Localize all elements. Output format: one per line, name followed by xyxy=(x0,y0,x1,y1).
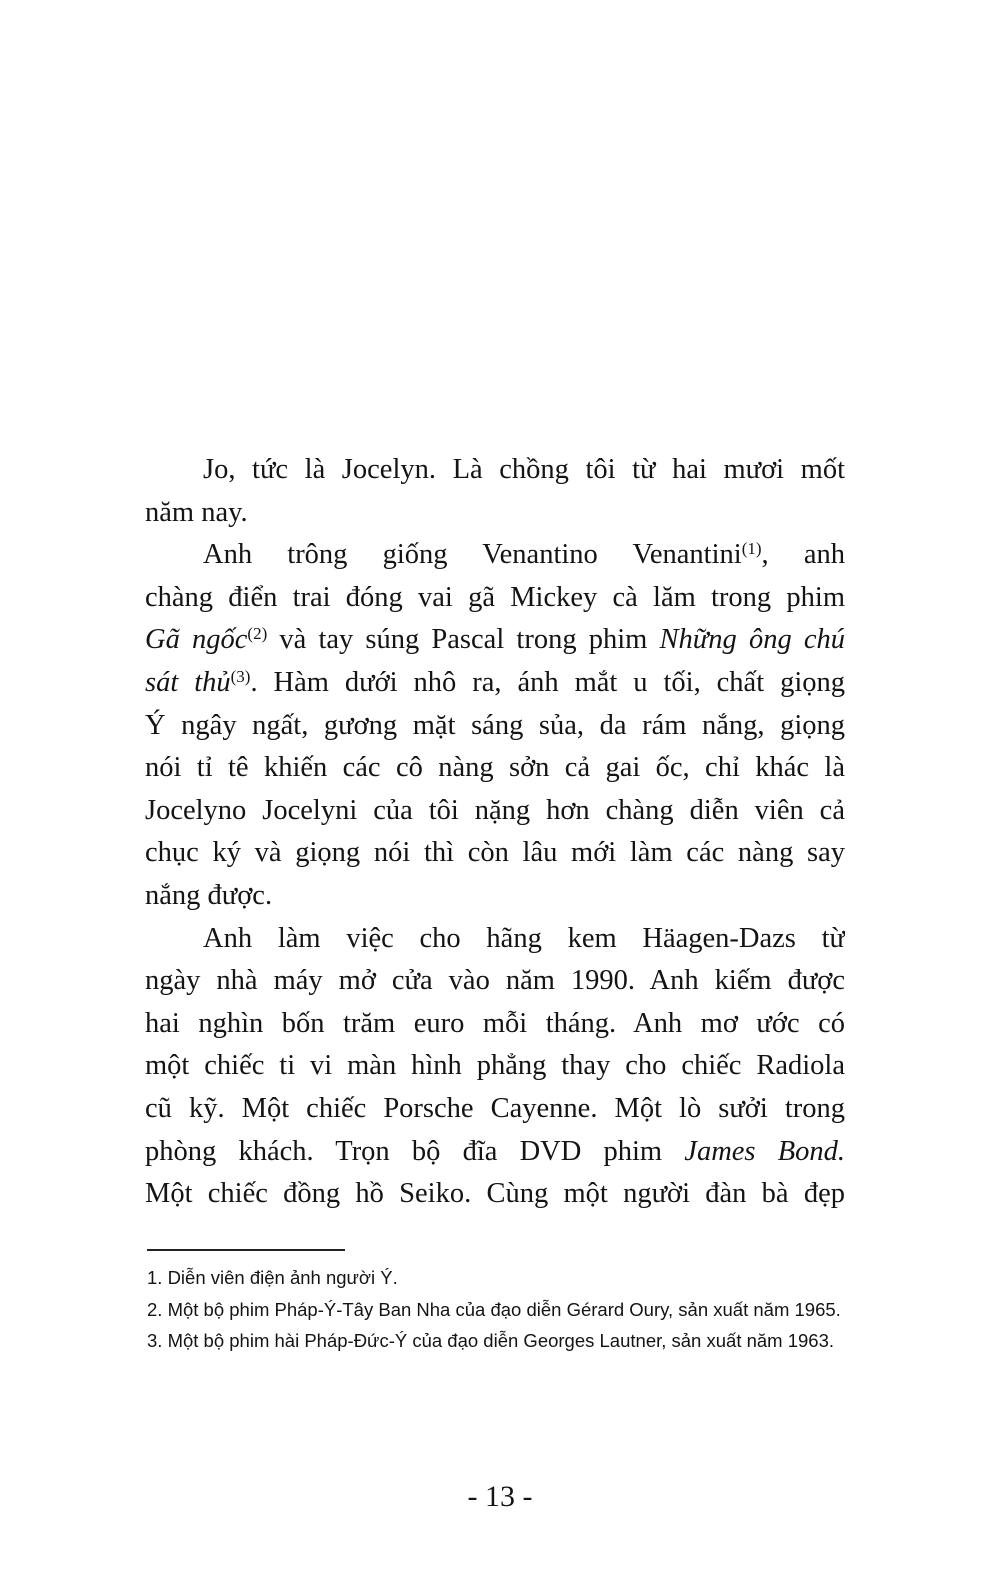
text-line xyxy=(145,790,845,833)
text-line xyxy=(145,1045,845,1088)
text-line xyxy=(145,705,845,748)
text-line xyxy=(145,960,845,1003)
text-run: nắng được. xyxy=(145,879,273,911)
text-run: và tay súng Pascal trong phim xyxy=(267,624,660,656)
italic-title: Gã ngốc xyxy=(145,624,248,656)
text-line xyxy=(145,747,845,790)
text-run: hai nghìn bốn trăm euro mỗi tháng. Anh mơ ước có xyxy=(145,1007,845,1039)
text-run: một chiếc ti vi màn hình phẳng thay cho chiếc Radiola xyxy=(145,1050,845,1082)
text-run: chàng điển trai đóng vai gã Mickey cà lăm trong phim xyxy=(145,581,845,613)
text-line xyxy=(145,1131,845,1174)
body-text xyxy=(145,449,845,1216)
text-run: phòng khách. Trọn bộ đĩa DVD phim xyxy=(145,1135,685,1167)
footnote-1: 1. Diễn viên điện ảnh người Ý. xyxy=(147,1267,398,1288)
footnote-ref: (2) xyxy=(247,624,268,644)
text-line xyxy=(145,1003,845,1046)
text-run: nói tỉ tê khiến các cô nàng sởn cả gai ốc, chỉ khác là xyxy=(145,752,845,784)
page-number: - 13 - xyxy=(467,1480,533,1513)
footnote-ref: (3) xyxy=(230,666,251,686)
text-run: . Hàm dưới nhô ra, ánh mắt u tối, chất giọng xyxy=(250,666,845,698)
text-line xyxy=(145,619,845,662)
text-line xyxy=(145,918,845,961)
text-line xyxy=(145,577,845,620)
italic-title: Những ông chú xyxy=(659,624,845,656)
text-run: Anh làm việc cho hãng kem Häagen-Dazs từ xyxy=(203,922,845,954)
text-run: Jocelyno Jocelyni của tôi nặng hơn chàng diễn viên cả xyxy=(145,794,845,826)
footnote-3: 3. Một bộ phim hài Pháp-Đức-Ý của đạo diễn Georges Lautner, sản xuất năm 1963. xyxy=(147,1330,835,1351)
text-run: Ý ngây ngất, gương mặt sáng sủa, da rám nắng, giọng xyxy=(145,709,845,741)
text-line xyxy=(145,832,845,875)
text-run: , anh xyxy=(761,539,845,571)
text-line xyxy=(145,492,845,535)
text-run: Jo, tức là Jocelyn. Là chồng tôi từ hai mươi mốt xyxy=(203,454,845,485)
italic-title: James Bond. xyxy=(684,1135,845,1167)
text-line xyxy=(145,534,845,577)
text-run: ngày nhà máy mở cửa vào năm 1990. Anh kiếm được xyxy=(145,965,845,997)
text-run: Anh trông giống Venantino Venantini xyxy=(203,539,742,571)
footnotes xyxy=(147,1262,845,1357)
text-run: cũ kỹ. Một chiếc Porsche Cayenne. Một lò sưởi trong xyxy=(145,1092,845,1124)
footnote-2: 2. Một bộ phim Pháp-Ý-Tây Ban Nha của đạo diễn Gérard Oury, sản xuất năm 1965. xyxy=(147,1298,841,1320)
footnote-divider xyxy=(147,1249,345,1251)
text-line xyxy=(145,662,845,705)
footnote-ref: (1) xyxy=(741,539,762,559)
text-line xyxy=(145,449,845,492)
text-run: Một chiếc đồng hồ Seiko. Cùng một người đàn bà đẹp xyxy=(145,1178,845,1210)
text-run: năm nay. xyxy=(145,496,248,528)
text-line xyxy=(145,1088,845,1131)
text-run: chục ký và giọng nói thì còn lâu mới làm các nàng say xyxy=(145,837,845,869)
italic-title: sát thủ xyxy=(145,666,231,698)
text-line xyxy=(145,875,845,918)
text-line xyxy=(145,1173,845,1216)
